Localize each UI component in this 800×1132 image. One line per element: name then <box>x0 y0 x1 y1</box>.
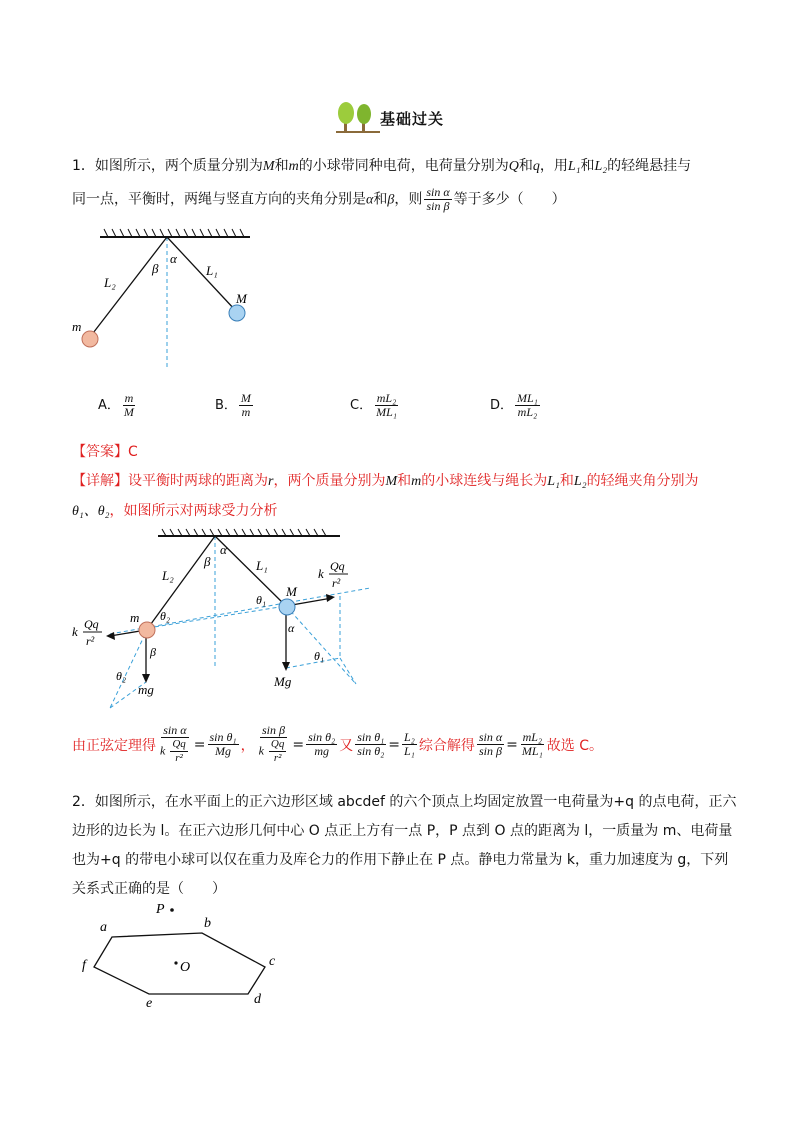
svg-text:O: O <box>180 960 191 975</box>
svg-text:L₂: L₂ <box>104 275 116 290</box>
svg-text:m: m <box>130 610 140 625</box>
svg-text:M: M <box>286 584 297 599</box>
svg-text:m: m <box>72 319 82 334</box>
svg-text:mg: mg <box>138 682 154 697</box>
svg-text:β: β <box>152 261 159 276</box>
svg-text:k: k <box>72 624 78 639</box>
svg-text:Qq: Qq <box>330 559 345 573</box>
svg-text:b: b <box>204 916 211 931</box>
svg-text:a: a <box>100 920 107 935</box>
ball-M <box>279 599 295 615</box>
svg-text:α: α <box>170 251 177 266</box>
q2-line4: 关系式正确的是（ ） <box>72 881 226 897</box>
q1-detail-line2: θ₁、θ₂，如图所示对两球受力分析 <box>72 503 278 519</box>
svg-text:M: M <box>236 291 247 306</box>
svg-text:c: c <box>269 954 276 969</box>
svg-text:f: f <box>82 958 86 973</box>
q2-hexagon-figure <box>70 895 300 1015</box>
q1-force-diagram <box>70 528 380 718</box>
ball-m <box>82 331 98 347</box>
svg-text:d: d <box>254 992 261 1007</box>
ball-M <box>229 305 245 321</box>
ball-m <box>139 622 155 638</box>
svg-text:r²: r² <box>332 576 341 590</box>
q2-line2: 边形的边长为 l。在正六边形几何中心 O 点正上方有一点 P，P 点到 O 点的距离为 l，一质量为 m、电荷量 <box>72 823 733 839</box>
q1-line1: 1．如图所示，两个质量分别为M和m的小球带同种电荷，电荷量分别为Q和q，用L₁和L₂的轻绳悬挂与 <box>72 158 692 174</box>
svg-text:r²: r² <box>86 634 95 648</box>
q1-conclusion: 由正弦定理得 sin α k $\frac{Qq}{\text{r²}}$ = $\frac{\text{sin θ₁}}{Mg}$ ， sin β k $\frac{Qq}{\text{r²}}$ = $\frac{\text{sin θ₂}}{mg}$ 又 $\frac{\text{sin θ₁}}{\text{sin θ₂}}$ = $\frac{\text{L₂}}{\text{L₁}}$ 综合解得 $\frac{\text{sin α}}{\text{sin β}}$ = $\frac{\text{mL₂}}{\text{ML₁}}$ 故选 C。 <box>72 723 603 764</box>
option-c[interactable]: C． $\frac{\text{mL₂}}{\text{ML₁}}$ <box>350 391 397 419</box>
svg-text:Qq: Qq <box>84 617 99 631</box>
q1-line2: 同一点，平衡时，两绳与竖直方向的夹角分别是α和β，则 $\frac{\text{sin α}}{\text{sin β}}$ 等于多少（ ） <box>72 185 566 213</box>
svg-text:θ₂: θ₂ <box>116 669 127 683</box>
option-b[interactable]: B． $\frac{M}{m}$ <box>215 391 251 419</box>
option-a[interactable]: A． $\frac{m}{M}$ <box>98 391 134 419</box>
option-d[interactable]: D． $\frac{\text{ML₁}}{\text{mL₂}}$ <box>490 391 538 419</box>
svg-text:L₁: L₁ <box>256 558 268 573</box>
svg-text:α: α <box>220 542 227 557</box>
svg-text:α: α <box>288 621 295 635</box>
svg-text:β: β <box>150 645 156 659</box>
svg-text:L₂: L₂ <box>162 568 174 583</box>
svg-text:θ₁: θ₁ <box>256 593 267 607</box>
svg-text:e: e <box>146 996 153 1011</box>
q1-detail-line1: 【详解】设平衡时两球的距离为r，两个质量分别为M和m的小球连线与绳长为L₁和L₂的轻绳夹角分别为 <box>72 473 699 489</box>
svg-text:P: P <box>156 902 165 917</box>
svg-text:θ₂: θ₂ <box>160 609 171 623</box>
tree-icon <box>336 100 380 134</box>
q1-figure <box>70 225 260 375</box>
svg-text:k: k <box>318 566 324 581</box>
section-title: 基础过关 <box>380 110 445 128</box>
svg-text:θ₁: θ₁ <box>314 649 325 663</box>
q2-line3: 也为+q 的带电小球可以仅在重力及库仑力的作用下静止在 P 点。静电力常量为 k，重力加速度为 g，下列 <box>72 852 729 868</box>
svg-text:β: β <box>204 554 211 569</box>
svg-text:L₁: L₁ <box>206 263 218 278</box>
svg-text:Mg: Mg <box>274 674 292 689</box>
q1-answer: 【答案】C <box>72 444 138 460</box>
q2-line1: 2．如图所示，在水平面上的正六边形区域 abcdef 的六个顶点上均固定放置一电荷量为+q 的点电荷，正六 <box>72 794 737 810</box>
